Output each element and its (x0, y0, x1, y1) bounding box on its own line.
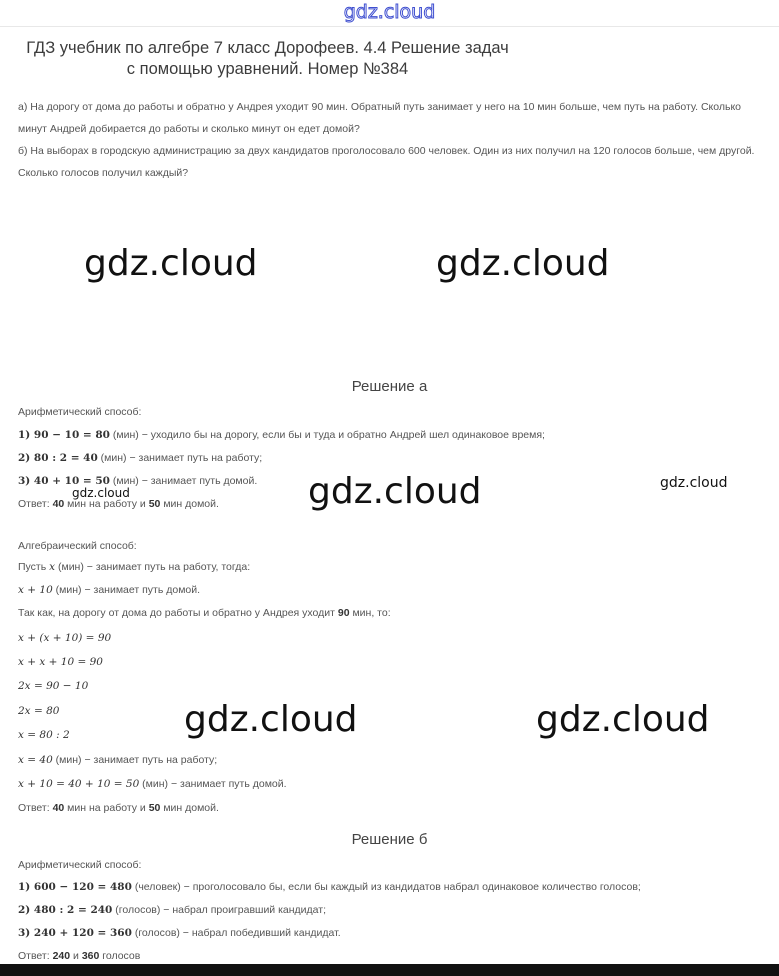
step-expr: 2) 80 : 2 = 40 (18, 452, 98, 464)
equation-2: x + x + 10 = 90 (18, 656, 103, 668)
answer-value: 360 (81, 950, 100, 962)
result-text: (мин) − занимает путь на работу; (52, 754, 218, 766)
step-text: (мин) − занимает путь на работу; (97, 452, 263, 464)
solution-a-heading: Решение а (351, 378, 428, 395)
result-expr: x + 10 = 40 + 10 = 50 (18, 778, 140, 790)
equation-5: x = 80 : 2 (18, 729, 70, 741)
answer-value: 40 (52, 802, 65, 814)
step-text: (мин) − уходило бы на дорогу, если бы и туда и обратно Андрей шел одинаковое время; (109, 429, 545, 441)
solution-a-since (18, 607, 391, 619)
result-expr: x = 40 (18, 754, 53, 766)
equation-3: 2x = 90 − 10 (18, 680, 89, 692)
since-text: мин, то: (349, 607, 391, 619)
solution-b-heading: Решение б (351, 831, 428, 848)
step-expr: 1) 90 − 10 = 80 (18, 429, 110, 441)
watermark: gdz.cloud (536, 699, 710, 740)
bottom-bar (0, 964, 779, 976)
answer-value: 240 (52, 950, 71, 962)
step-text: (голосов) − набрал проигравший кандидат; (112, 904, 327, 916)
answer-text: мин на работу и (64, 498, 149, 510)
var-x: x (49, 561, 56, 573)
site-logo[interactable]: gdz.cloud (343, 1, 436, 23)
solution-b-arith-label: Арифметический способ: (18, 859, 142, 871)
solution-b-step-3 (18, 927, 341, 939)
answer-value: 50 (148, 498, 161, 510)
since-text: Так как, на дорогу от дома до работы и обратно у Андрея уходит (18, 607, 338, 619)
page-title-line1: ГДЗ учебник по алгебре 7 класс Дорофеев. 4.4 Решение задач (26, 39, 509, 57)
solution-b-step-1 (18, 881, 641, 893)
solution-a-alg-label: Алгебраический способ: (18, 540, 137, 552)
watermark-small: gdz.cloud (660, 475, 728, 491)
answer-text: мин домой. (160, 498, 219, 510)
equation-4: 2x = 80 (18, 705, 60, 717)
solution-a-result-1 (18, 754, 217, 766)
task-b: б) На выборах в городскую администрацию за двух кандидатов проголосовало 600 человек. Один из них получил на 120 голосов больше, чем другой. Сколько голосов получил каждый? (18, 145, 755, 179)
solution-a-answer-2 (18, 802, 219, 814)
task-a: а) На дорогу от дома до работы и обратно у Андрея уходит 90 мин. Обратный путь занимает у него на 10 мин больше, чем путь на работу. Сколько минут Андрей добирается до работы и сколько минут он едет домой? (18, 101, 741, 135)
let-text: Пусть (18, 561, 50, 573)
watermark: gdz.cloud (436, 243, 610, 284)
expr: x + 10 (18, 584, 53, 596)
answer-prefix: Ответ: (18, 950, 53, 962)
let-text: (мин) − занимает путь на работу, тогда: (55, 561, 251, 573)
answer-text: голосов (99, 950, 141, 962)
answer-value: 50 (148, 802, 161, 814)
page-title (0, 38, 535, 80)
solution-b-answer (18, 950, 140, 962)
answer-prefix: Ответ: (18, 802, 53, 814)
solution-a-step-3 (18, 475, 257, 487)
solution-a-result-2 (18, 778, 287, 790)
step-expr: 3) 240 + 120 = 360 (18, 927, 132, 939)
answer-text: мин на работу и (64, 802, 149, 814)
result-text: (мин) − занимает путь домой. (139, 778, 287, 790)
solution-a-home-path (18, 584, 200, 596)
step-text: (голосов) − набрал победивший кандидат. (131, 927, 341, 939)
solution-a-let (18, 561, 250, 573)
expr-text: (мин) − занимает путь домой. (52, 584, 201, 596)
answer-prefix: Ответ: (18, 498, 53, 510)
page-title-line2: с помощью уравнений. Номер №384 (126, 60, 409, 78)
watermark: gdz.cloud (84, 243, 258, 284)
solution-a-step-1 (18, 429, 545, 441)
step-expr: 1) 600 − 120 = 480 (18, 881, 132, 893)
watermark: gdz.cloud (184, 699, 358, 740)
step-text: (мин) − занимает путь домой. (109, 475, 258, 487)
since-value: 90 (337, 607, 350, 619)
solution-b-step-2 (18, 904, 326, 916)
answer-text: и (70, 950, 82, 962)
answer-value: 40 (52, 498, 65, 510)
answer-text: мин домой. (160, 802, 219, 814)
solution-a-arith-label: Арифметический способ: (18, 406, 142, 418)
step-expr: 3) 40 + 10 = 50 (18, 475, 110, 487)
site-header (0, 0, 779, 27)
solution-a-step-2 (18, 452, 262, 464)
step-text: (человек) − проголосовало бы, если бы каждый из кандидатов набрал одинаковое количество голосов; (131, 881, 641, 893)
watermark: gdz.cloud (308, 471, 482, 512)
watermark-small: gdz.cloud (72, 486, 130, 500)
step-expr: 2) 480 : 2 = 240 (18, 904, 113, 916)
equation-1: x + (x + 10) = 90 (18, 632, 112, 644)
